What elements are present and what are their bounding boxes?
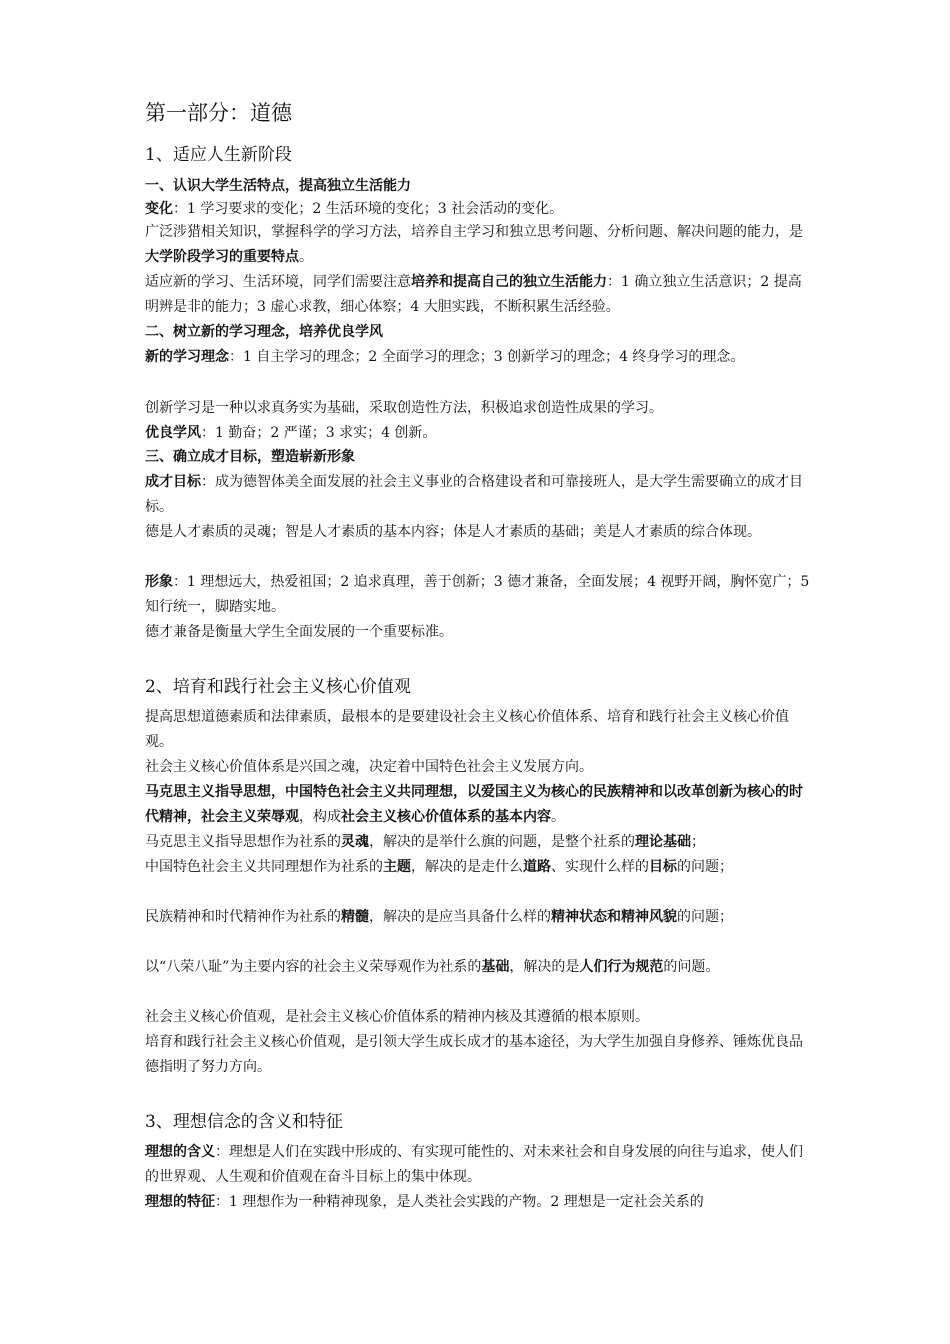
paragraph-text: 、实现什么样的 bbox=[551, 859, 649, 875]
term-talent-goal: 成才目标 bbox=[145, 474, 201, 490]
paragraph-text: 。 bbox=[299, 249, 313, 265]
paragraph-text: ，解决的是 bbox=[509, 959, 580, 975]
paragraph-national-spirit bbox=[145, 905, 810, 930]
paragraph-text: ：1 勤奋；2 严谨；3 求实；4 创新。 bbox=[201, 425, 437, 441]
section-3-title: 3、理想信念的含义和特征 bbox=[145, 1112, 343, 1132]
paragraph-innovative-learning: 创新学习是一种以求真务实为基础，采取创造性方法，积极追求创造性成果的学习。 bbox=[145, 400, 663, 416]
paragraph-text: 。 bbox=[551, 809, 565, 825]
term-ideal-meaning: 理想的含义 bbox=[145, 1144, 215, 1160]
paragraph-talent-goal bbox=[145, 470, 810, 520]
paragraph-learning-methods bbox=[145, 220, 810, 270]
paragraph-changes bbox=[145, 197, 810, 222]
term-basic-content: 社会主义核心价值体系的基本内容 bbox=[341, 809, 551, 825]
paragraph-study-style bbox=[145, 421, 810, 446]
term-essence: 精髓 bbox=[341, 909, 369, 925]
paragraph-text: ，解决的是走什么 bbox=[411, 859, 523, 875]
paragraph-text: ：1 自主学习的理念；2 全面学习的理念；3 创新学习的理念；4 终身学习的理念。 bbox=[229, 349, 745, 365]
paragraph-text: ； bbox=[691, 834, 705, 850]
term-study-style: 优良学风 bbox=[145, 425, 201, 441]
section-1-heading-3: 三、确立成才目标，塑造崭新形象 bbox=[145, 449, 355, 465]
paragraph-text: 中国特色社会主义共同理想作为社系的 bbox=[145, 859, 383, 875]
paragraph-text: ：1 理想作为一种精神现象，是人类社会实践的产物。2 理想是一定社会关系的 bbox=[215, 1194, 704, 1210]
paragraph-text: ：1 学习要求的变化；2 生活环境的变化；3 社会活动的变化。 bbox=[173, 201, 564, 217]
paragraph-text: 适应新的学习、生活环境，同学们需要注意 bbox=[145, 274, 411, 290]
part-title: 第一部分：道德 bbox=[145, 101, 292, 125]
paragraph-independent-living bbox=[145, 270, 810, 320]
paragraph-text: 以“八荣八耻”为主要内容的社会主义荣辱观作为社系的 bbox=[145, 959, 482, 975]
section-2-title: 2、培育和践行社会主义核心价值观 bbox=[145, 677, 411, 697]
section-1-title: 1、适应人生新阶段 bbox=[145, 145, 292, 165]
term-four-components: 马克思主义指导思想，中国特色社会主义共同理想，以爱国主义为核心的民族精神和以改革创新为核心的时代精神，社会主义荣辱观 bbox=[145, 784, 803, 825]
term-independent-living: 培养和提高自己的独立生活能力 bbox=[411, 274, 607, 290]
paragraph-image bbox=[145, 570, 810, 620]
paragraph-core-values: 社会主义核心价值观，是社会主义核心价值体系的精神内核及其遵循的根本原则。 bbox=[145, 1009, 649, 1025]
term-spirit-state: 精神状态和精神风貌 bbox=[551, 909, 677, 925]
paragraph-ideal-meaning bbox=[145, 1140, 810, 1190]
term-ideal-features: 理想的特征 bbox=[145, 1194, 215, 1210]
paragraph-soul-of-nation: 社会主义核心价值体系是兴国之魂，决定着中国特色社会主义发展方向。 bbox=[145, 759, 593, 775]
paragraph-text: ：1 理想远大，热爱祖国；2 追求真理，善于创新；3 德才兼备，全面发展；4 视野开阔，胸怀宽广；5 知行统一，脚踏实地。 bbox=[145, 574, 810, 615]
term-image: 形象 bbox=[145, 574, 173, 590]
paragraph-text: ：理想是人们在实践中形成的、有实现可能性的、对未来社会和自身发展的向往与追求，使人们的世界观、人生观和价值观在奋斗目标上的集中体现。 bbox=[145, 1144, 803, 1185]
paragraph-text: ，构成 bbox=[299, 809, 341, 825]
term-soul: 灵魂 bbox=[341, 834, 369, 850]
paragraph-basic-content bbox=[145, 780, 810, 830]
paragraph-text: ，解决的是应当具备什么样的 bbox=[369, 909, 551, 925]
paragraph-text: 的问题。 bbox=[663, 959, 720, 975]
section-1-heading-1: 一、认识大学生活特点，提高独立生活能力 bbox=[145, 178, 411, 194]
term-behavior-norms: 人们行为规范 bbox=[579, 959, 664, 975]
term-foundation: 基础 bbox=[481, 959, 510, 975]
paragraph-marxism-soul bbox=[145, 830, 810, 855]
paragraph-text: ：成为德智体美全面发展的社会主义事业的合格建设者和可靠接班人，是大学生需要确立的成才目标。 bbox=[145, 474, 803, 515]
paragraph-ideal-features bbox=[145, 1190, 810, 1215]
paragraph-honor-disgrace bbox=[145, 955, 810, 980]
term-theme: 主题 bbox=[383, 859, 411, 875]
paragraph-fundamental: 提高思想道德素质和法律素质，最根本的是要建设社会主义核心价值体系、培育和践行社会主义核心价值观。 bbox=[145, 709, 789, 750]
paragraph-text: 的问题； bbox=[677, 859, 733, 875]
paragraph-talent-qualities: 德是人才素质的灵魂；智是人才素质的基本内容；体是人才素质的基础；美是人才素质的综合体现。 bbox=[145, 524, 761, 540]
paragraph-cultivate-values: 培育和践行社会主义核心价值观，是引领大学生成长成才的基本途径，为大学生加强自身修养、锤炼优良品德指明了努力方向。 bbox=[145, 1034, 803, 1075]
paragraph-learning-concepts bbox=[145, 345, 810, 370]
term-road: 道路 bbox=[523, 859, 551, 875]
paragraph-text: 民族精神和时代精神作为社系的 bbox=[145, 909, 341, 925]
paragraph-common-ideal bbox=[145, 855, 810, 880]
term-goal: 目标 bbox=[649, 859, 677, 875]
paragraph-text: 马克思主义指导思想作为社系的 bbox=[145, 834, 341, 850]
section-1-heading-2: 二、树立新的学习理念，培养优良学风 bbox=[145, 324, 383, 340]
paragraph-virtue-talent: 德才兼备是衡量大学生全面发展的一个重要标准。 bbox=[145, 624, 453, 640]
term-learning-concepts: 新的学习理念 bbox=[145, 349, 229, 365]
term-theory-foundation: 理论基础 bbox=[635, 834, 691, 850]
paragraph-text: 的问题； bbox=[677, 909, 733, 925]
term-changes: 变化 bbox=[145, 201, 173, 217]
paragraph-text: ，解决的是举什么旗的问题，是整个社系的 bbox=[369, 834, 635, 850]
term-learning-feature: 大学阶段学习的重要特点 bbox=[145, 249, 299, 265]
paragraph-text: 广泛涉猎相关知识，掌握科学的学习方法，培养自主学习和独立思考问题、分析问题、解决问题的能力，是 bbox=[145, 224, 803, 240]
paragraph-text: ：1 确立独立生活意识；2 提高明辨是非的能力；3 虚心求教，细心体察；4 大胆实践，不断积累生活经验。 bbox=[145, 274, 802, 315]
